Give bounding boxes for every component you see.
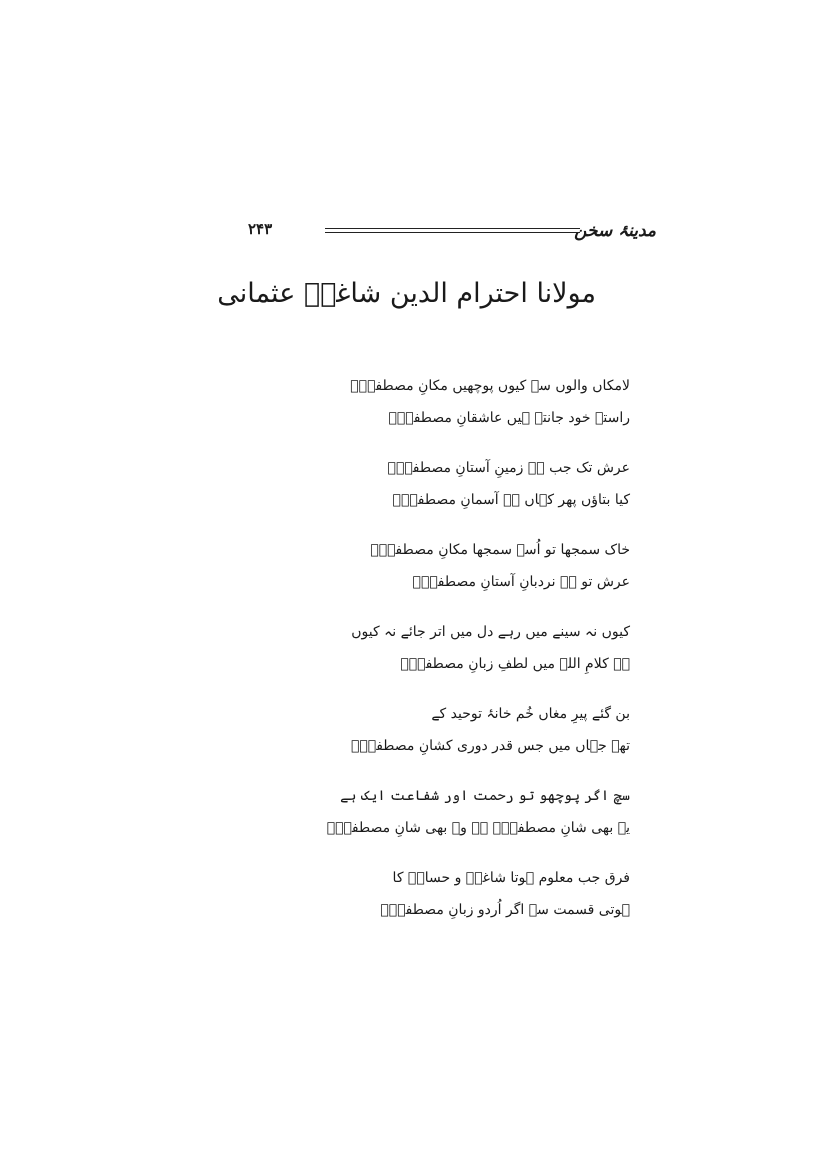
poem-line: فرق جب معلوم ہوتا شاغلؔ و حساںؔ کا xyxy=(392,870,630,886)
poet-name-heading: مولانا احترام الدین شاغلؔ عثمانی xyxy=(217,278,596,309)
poem-line: لامکاں والوں سے کیوں پوچھیں مکانِ مصطفیٰؐ xyxy=(350,378,630,394)
poem-line: ہوتی قسمت سے اگر اُردو زبانِ مصطفیٰؐ xyxy=(380,902,630,918)
page-number: ۲۴۳ xyxy=(248,220,273,238)
poem-line: عرش تک جب ہے زمینِ آستانِ مصطفیٰؐ xyxy=(387,460,630,476)
poem-line: عرش تو ہے نردبانِ آستانِ مصطفیٰؐ xyxy=(412,574,630,590)
poem-line: کیا بتاؤں پھر کہاں ہے آسمانِ مصطفیٰؐ xyxy=(392,492,630,508)
poem-line: راستہ خود جانتے ہیں عاشقانِ مصطفیٰؐ xyxy=(388,410,630,426)
poem-line: یہ بھی شانِ مصطفیٰؐ ہے وہ بھی شانِ مصطفیٰؐ xyxy=(326,820,630,836)
poem-line: سچ اگر پوچھو تو رحمت اور شفاعت ایک ہے xyxy=(340,788,630,804)
header-rule-bottom xyxy=(325,232,580,233)
poem-line: خاک سمجھا تو اُسے سمجھا مکانِ مصطفیٰؐ xyxy=(370,542,630,558)
header-rule-top xyxy=(325,228,580,229)
poem-line: کیوں نہ سینے میں رہے دل میں اتر جائے نہ کیوں xyxy=(351,624,630,640)
poem-line: بن گئے پیرِ مغاں خُم خانۂ توحید کے xyxy=(431,706,630,722)
poem-line: ہے کلامِ اللہ میں لطفِ زبانِ مصطفیٰؐ xyxy=(400,656,630,672)
poem-line: تھے جہاں میں جس قدر دوری کشانِ مصطفیٰؐ xyxy=(350,738,630,754)
running-title: مدینۂ سخن xyxy=(574,221,656,241)
